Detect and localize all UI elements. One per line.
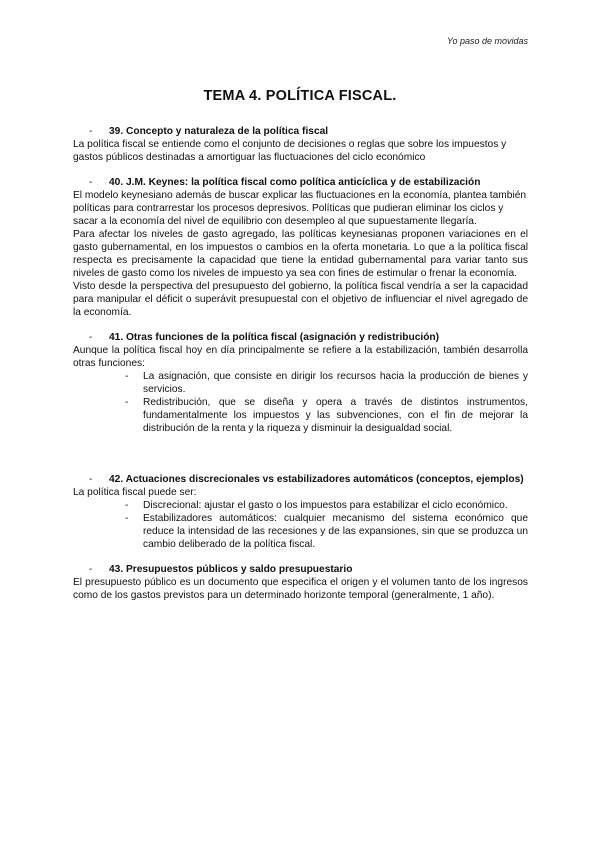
spacer (73, 447, 528, 473)
section-39 (73, 125, 528, 164)
paragraph: La política fiscal puede ser: (73, 487, 197, 498)
section-heading (73, 125, 528, 138)
paragraph: Visto desde la perspectiva del presupuesto del gobierno, la política fiscal vendría a ser la capacidad para manipular el déficit o superávit presupuestal con el objetivo de influenciar el nivel agregado de la economía. (73, 281, 528, 318)
list-item-text: Discrecional: ajustar el gasto o los impuestos para estabilizar el ciclo económico. (143, 500, 508, 511)
bullet-dash: - (125, 500, 129, 511)
document-body (73, 125, 528, 614)
section-heading-text: 41. Otras funciones de la política fiscal (asignación y redistribución) (109, 332, 440, 343)
section-43 (73, 563, 528, 602)
document-title: TEMA 4. POLÍTICA FISCAL. (203, 88, 397, 104)
list-item-text: Estabilizadores automáticos: cualquier mecanismo del sistema económico que reduce la intensidad de las recesiones y de las expansiones, sin que se produzca un cambio deliberado de la política fiscal. (143, 513, 528, 550)
list-item (125, 512, 528, 551)
section-heading (73, 473, 528, 486)
heading-dash: - (89, 474, 93, 485)
heading-dash: - (89, 126, 93, 137)
paragraph: El modelo keynesiano además de buscar explicar las fluctuaciones en la economía, plantea también políticas para contrarrestar los procesos depresivos. Políticas que pudieran eliminar los ciclos y sacar a la economía del nivel de equilibrio con desempleo al que supuestamente llegaría. (73, 190, 527, 227)
list-item (125, 370, 528, 396)
bullet-dash: - (125, 371, 129, 382)
list-item-text: Redistribución, que se diseña y opera a través de distintos instrumentos, fundamentalmente los impuestos y las subvenciones, con el fin de mejorar la distribución de la renta y la riqueza y disminuir la desigualdad social. (143, 397, 528, 434)
section-42 (73, 473, 528, 551)
header-note: Yo paso de movidas (446, 36, 528, 46)
bullet-dash: - (125, 397, 129, 408)
section-40 (73, 176, 528, 319)
bullet-dash: - (125, 513, 129, 524)
bullet-list (73, 370, 528, 435)
bullet-list (73, 499, 528, 551)
list-item (125, 499, 528, 512)
section-41 (73, 331, 528, 435)
heading-dash: - (89, 332, 93, 343)
list-item (125, 396, 528, 435)
section-heading-text: 42. Actuaciones discrecionales vs estabilizadores automáticos (conceptos, ejemplos) (109, 474, 524, 485)
paragraph: Aunque la política fiscal hoy en día principalmente se refiere a la estabilización, también desarrolla otras funciones: (73, 345, 528, 369)
section-heading (73, 331, 528, 344)
section-heading-text: 39. Concepto y naturaleza de la política fiscal (109, 126, 329, 137)
paragraph: La política fiscal se entiende como el conjunto de decisiones o reglas que sobre los impuestos y gastos públicos destinadas a amortiguar las fluctuaciones del ciclo económico (73, 139, 507, 163)
section-heading (73, 176, 528, 189)
paragraph: El presupuesto público es un documento que especifica el origen y el volumen tanto de los ingresos como de los gastos previstos para un determinado horizonte temporal (generalmente, 1 año). (73, 577, 528, 601)
heading-dash: - (89, 177, 93, 188)
paragraph: Para afectar los niveles de gasto agregado, las políticas keynesianas proponen variaciones en el gasto gubernamental, en los impuestos o cambios en la oferta monetaria. Lo que a la política fiscal respecta es precisamente la capacidad que tiene la entidad gubernamental para variar tanto sus niveles de gasto como los niveles de impuesto ya sea con fines de estimular o frenar la economía. (73, 229, 528, 279)
section-heading-text: 43. Presupuestos públicos y saldo presupuestario (109, 564, 353, 575)
heading-dash: - (89, 564, 93, 575)
section-heading (73, 563, 528, 576)
list-item-text: La asignación, que consiste en dirigir los recursos hacia la producción de bienes y servicios. (143, 371, 528, 395)
section-heading-text: 40. J.M. Keynes: la política fiscal como política anticíclica y de estabilización (109, 177, 481, 188)
